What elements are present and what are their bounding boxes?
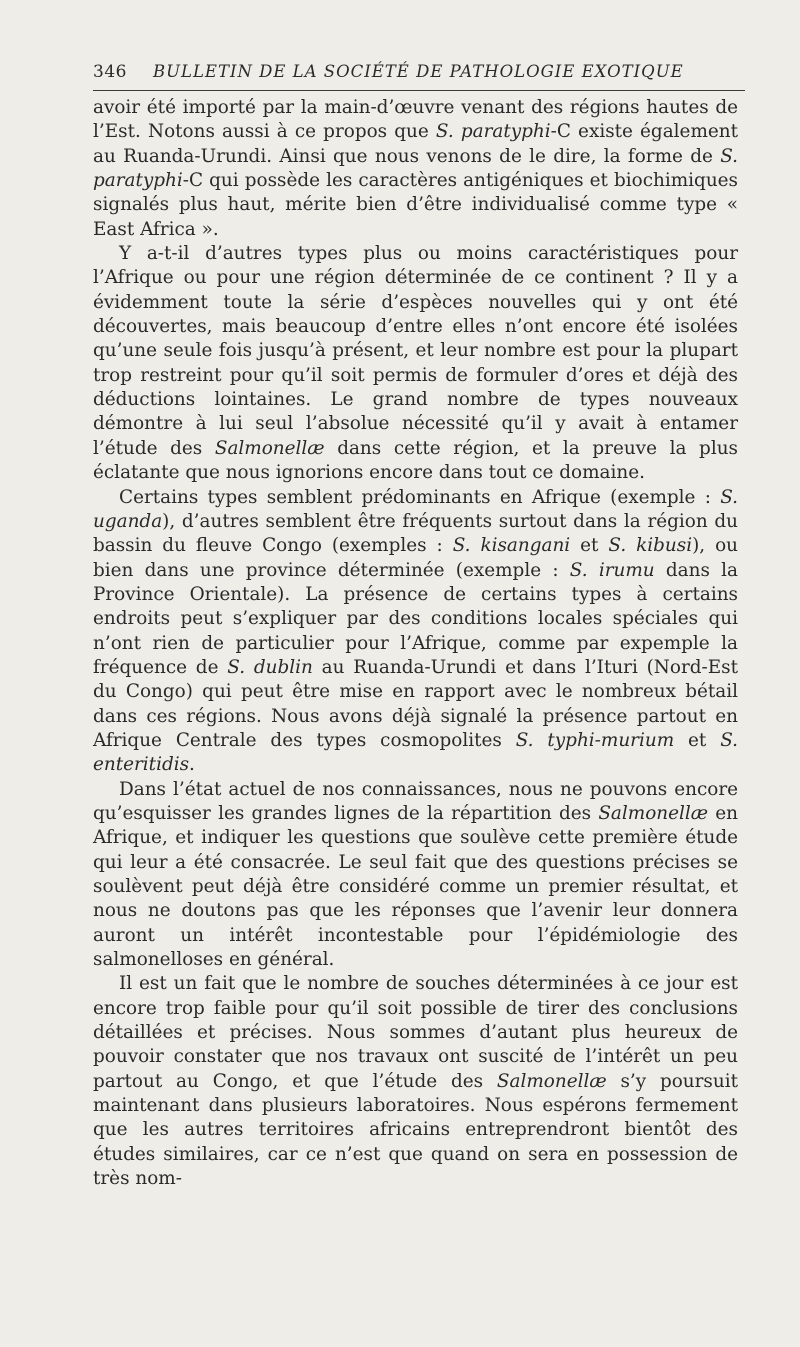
italic-term: S. irumu — [569, 559, 655, 581]
text-run: et — [674, 729, 721, 751]
page-header — [93, 62, 738, 82]
paragraph-4 — [93, 778, 738, 973]
text-run: au Ruanda-Urundi et dans l’Ituri (Nord-Est du Congo) qui peut être mise en rapport avec le nombreux bétail dans ces régions. Nous avons déjà signalé la présence partout en Afrique Centrale des types cosmopolites — [93, 656, 739, 751]
text-run: dans cette région, et la preuve la plus éclatante que nous ignorions encore dans tout ce domaine. — [93, 437, 738, 484]
italic-term: S. kibusi — [608, 535, 693, 557]
header-rule — [93, 90, 745, 91]
text-run: Certains types semblent prédominants en Afrique (exemple : — [119, 486, 721, 508]
text-run: . — [189, 754, 195, 776]
text-run: Dans l’état actuel de nos connaissances, nous ne pouvons encore qu’esquisser les grandes lignes de la répartition des — [93, 778, 738, 824]
text-run: ), d’autres semblent être fréquents surtout dans la région du bassin du fleuve Congo (exemples : — [93, 510, 738, 557]
italic-term: S. dublin — [227, 656, 313, 678]
body-text — [93, 96, 738, 1191]
text-run: -C existe également au Ruanda-Urundi. Ainsi que nous venons de le dire, la forme de — [93, 121, 738, 167]
page-number: 346 — [93, 62, 127, 82]
running-head: BULLETIN DE LA SOCIÉTÉ DE PATHOLOGIE EXOTIQUE — [152, 62, 684, 81]
text-run: dans la Province Orientale). La présence de certains types à certains endroits peut s’expliquer par des conditions locales spéciales qui n’ont rien de particulier pour l’Afrique, comme par expemple la fréquence de — [93, 559, 739, 678]
text-run: ), ou bien dans une province déterminée (exemple : — [93, 535, 738, 581]
text-run: et — [570, 535, 609, 557]
italic-term: Salmonellæ — [598, 802, 709, 824]
text-run: en Afrique, et indiquer les questions que soulève cette première étude qui leur a été consacrée. Le seul fait que des questions précises se soulèvent peut déjà être considéré comme un premier résultat, et nous ne doutons pas que les réponses que l’avenir leur donnera auront un intérêt incontestable pour l’épidémiologie des salmonelloses en général. — [93, 802, 739, 971]
italic-term: Salmonellæ — [496, 1070, 607, 1092]
italic-term: S. uganda — [93, 486, 738, 532]
text-run: s’y poursuit maintenant dans plusieurs laboratoires. Nous espérons fermement que les autres territoires africains entreprendront bientôt des études similaires, car ce n’est que quand on sera en possession de très nom- — [93, 1070, 738, 1190]
italic-term: S. paratyphi — [93, 145, 738, 192]
text-run: Il est un fait que le nombre de souches déterminées à ce jour est encore trop faible pour qu’il soit possible de tirer des conclusions détaillées et précises. Nous sommes d’autant plus heureux de pouvoir constater que nos travaux ont suscité de l’intérêt un peu partout au Congo, et que l’étude des — [93, 973, 738, 1092]
italic-term: S. kisangani — [452, 535, 571, 557]
paragraph-2 — [93, 242, 738, 485]
paragraph-5 — [93, 972, 738, 1191]
italic-term: S. typhi-murium — [515, 729, 675, 751]
paragraph-1 — [93, 96, 738, 242]
italic-term: S. enteritidis — [93, 729, 738, 776]
text-run: avoir été importé par la main-d’œuvre venant des régions hautes de l’Est. Notons aussi à ce propos que — [93, 97, 738, 143]
text-run: -C qui possède les caractères antigéniques et biochimiques signalés plus haut, mérite bien d’être individualisé comme type « East Africa ». — [93, 170, 738, 240]
italic-term: Salmonellæ — [214, 437, 325, 459]
paragraph-3 — [93, 486, 738, 778]
text-run: Y a-t-il d’autres types plus ou moins caractéristiques pour l’Afrique ou pour une région déterminée de ce continent ? Il y a évidemment toute la série d’espèces nouvelles qui y ont été découvertes, mais beaucoup d’entre elles n’ont encore été isolées qu’une seule fois jusqu’à présent, et leur nombre est pour la plupart trop restreint pour qu’il soit permis de formuler d’ores et déjà des déductions lointaines. Le grand nombre de types nouveaux démontre à lui seul l’absolue nécessité qu’il y avait à entamer l’étude des — [93, 243, 738, 459]
italic-term: S. paratyphi — [435, 121, 551, 143]
